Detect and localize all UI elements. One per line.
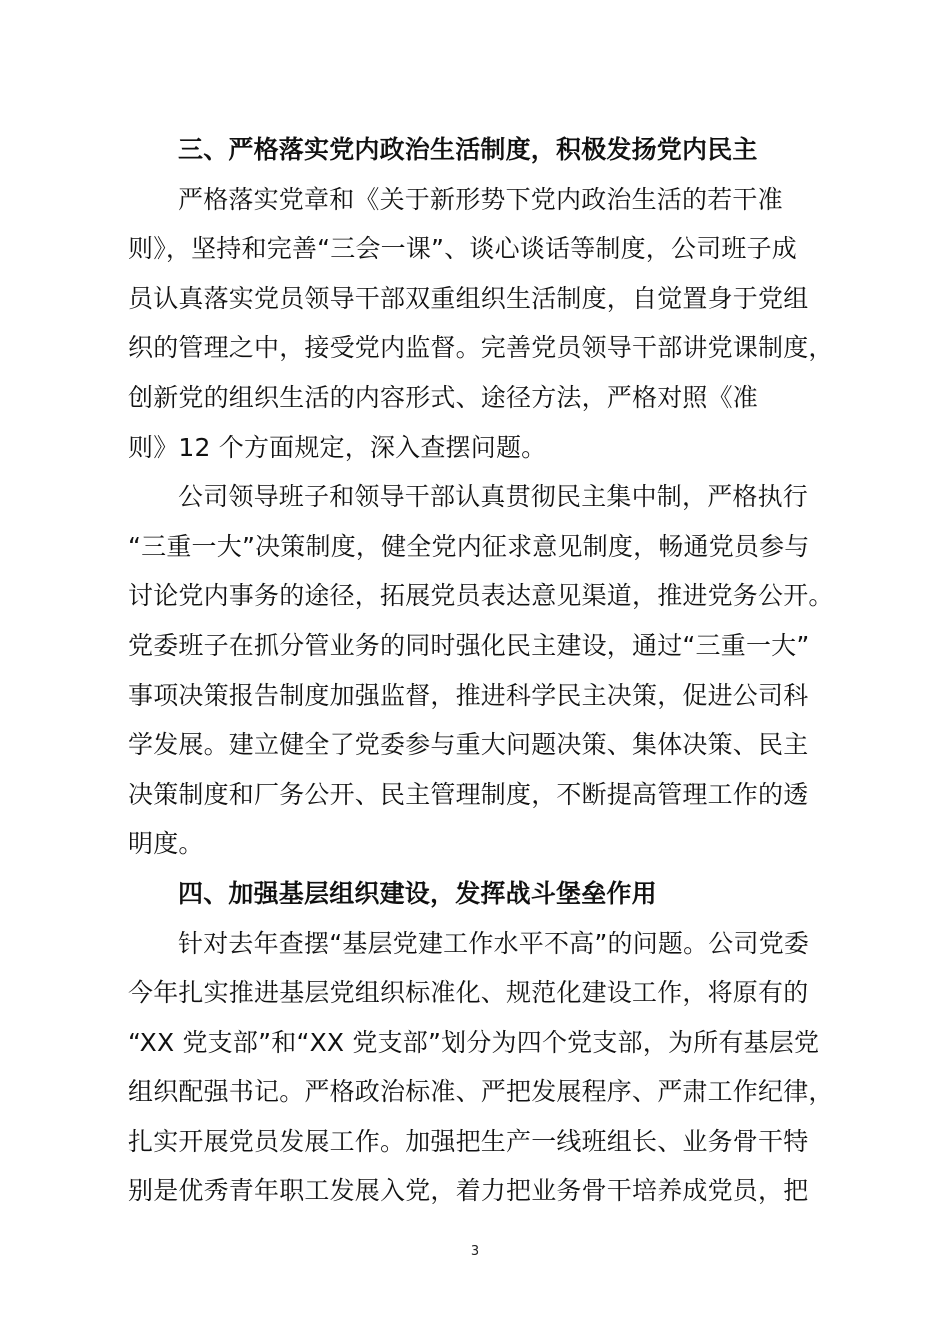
section-heading: 三、严格落实党内政治生活制度，积极发扬党内民主 bbox=[178, 135, 758, 164]
document-body bbox=[128, 125, 848, 1216]
text-line: 创新党的组织生活的内容形式、途径方法，严格对照《准 bbox=[128, 382, 759, 412]
text-line: 公司领导班子和领导干部认真贯彻民主集中制，严格执行 bbox=[178, 482, 809, 512]
text-line: 则》12 个方面规定，深入查摆问题。 bbox=[128, 432, 547, 462]
text-line: “三重一大”决策制度，健全党内征求意见制度，畅通党员参与 bbox=[128, 531, 810, 561]
text-line: 扎实开展党员发展工作。加强把生产一线班组长、业务骨干特 bbox=[128, 1126, 809, 1156]
text-line: 别是优秀青年职工发展入党，着力把业务骨干培养成党员，把 bbox=[128, 1176, 809, 1206]
text-line: 组织配强书记。严格政治标准、严把发展程序、严肃工作纪律， bbox=[128, 1077, 834, 1107]
text-line: “XX 党支部”和“XX 党支部”划分为四个党支部，为所有基层党 bbox=[128, 1027, 820, 1057]
text-line: 学发展。建立健全了党委参与重大问题决策、集体决策、民主 bbox=[128, 730, 809, 760]
text-line: 决策制度和厂务公开、民主管理制度，不断提高管理工作的透 bbox=[128, 779, 809, 809]
text-line: 严格落实党章和《关于新形势下党内政治生活的若干准 bbox=[178, 184, 783, 214]
text-line: 则》，坚持和完善“三会一课”、谈心谈话等制度，公司班子成 bbox=[128, 234, 798, 264]
text-line: 党委班子在抓分管业务的同时强化民主建设，通过“三重一大” bbox=[128, 630, 810, 660]
section-heading: 四、加强基层组织建设，发挥战斗堡垒作用 bbox=[178, 878, 657, 908]
text-line: 今年扎实推进基层党组织标准化、规范化建设工作，将原有的 bbox=[128, 978, 809, 1008]
text-line: 讨论党内事务的途径，拓展党员表达意见渠道，推进党务公开。 bbox=[128, 581, 834, 611]
page-number: 3 bbox=[470, 1244, 480, 1259]
text-line: 织的管理之中，接受党内监督。完善党员领导干部讲党课制度， bbox=[128, 333, 834, 363]
text-line: 员认真落实党员领导干部双重组织生活制度，自觉置身于党组 bbox=[128, 283, 809, 313]
text-line: 明度。 bbox=[128, 829, 204, 859]
text-line: 事项决策报告制度加强监督，推进科学民主决策，促进公司科 bbox=[128, 680, 809, 710]
text-line: 针对去年查摆“基层党建工作水平不高”的问题。公司党委 bbox=[178, 928, 810, 958]
